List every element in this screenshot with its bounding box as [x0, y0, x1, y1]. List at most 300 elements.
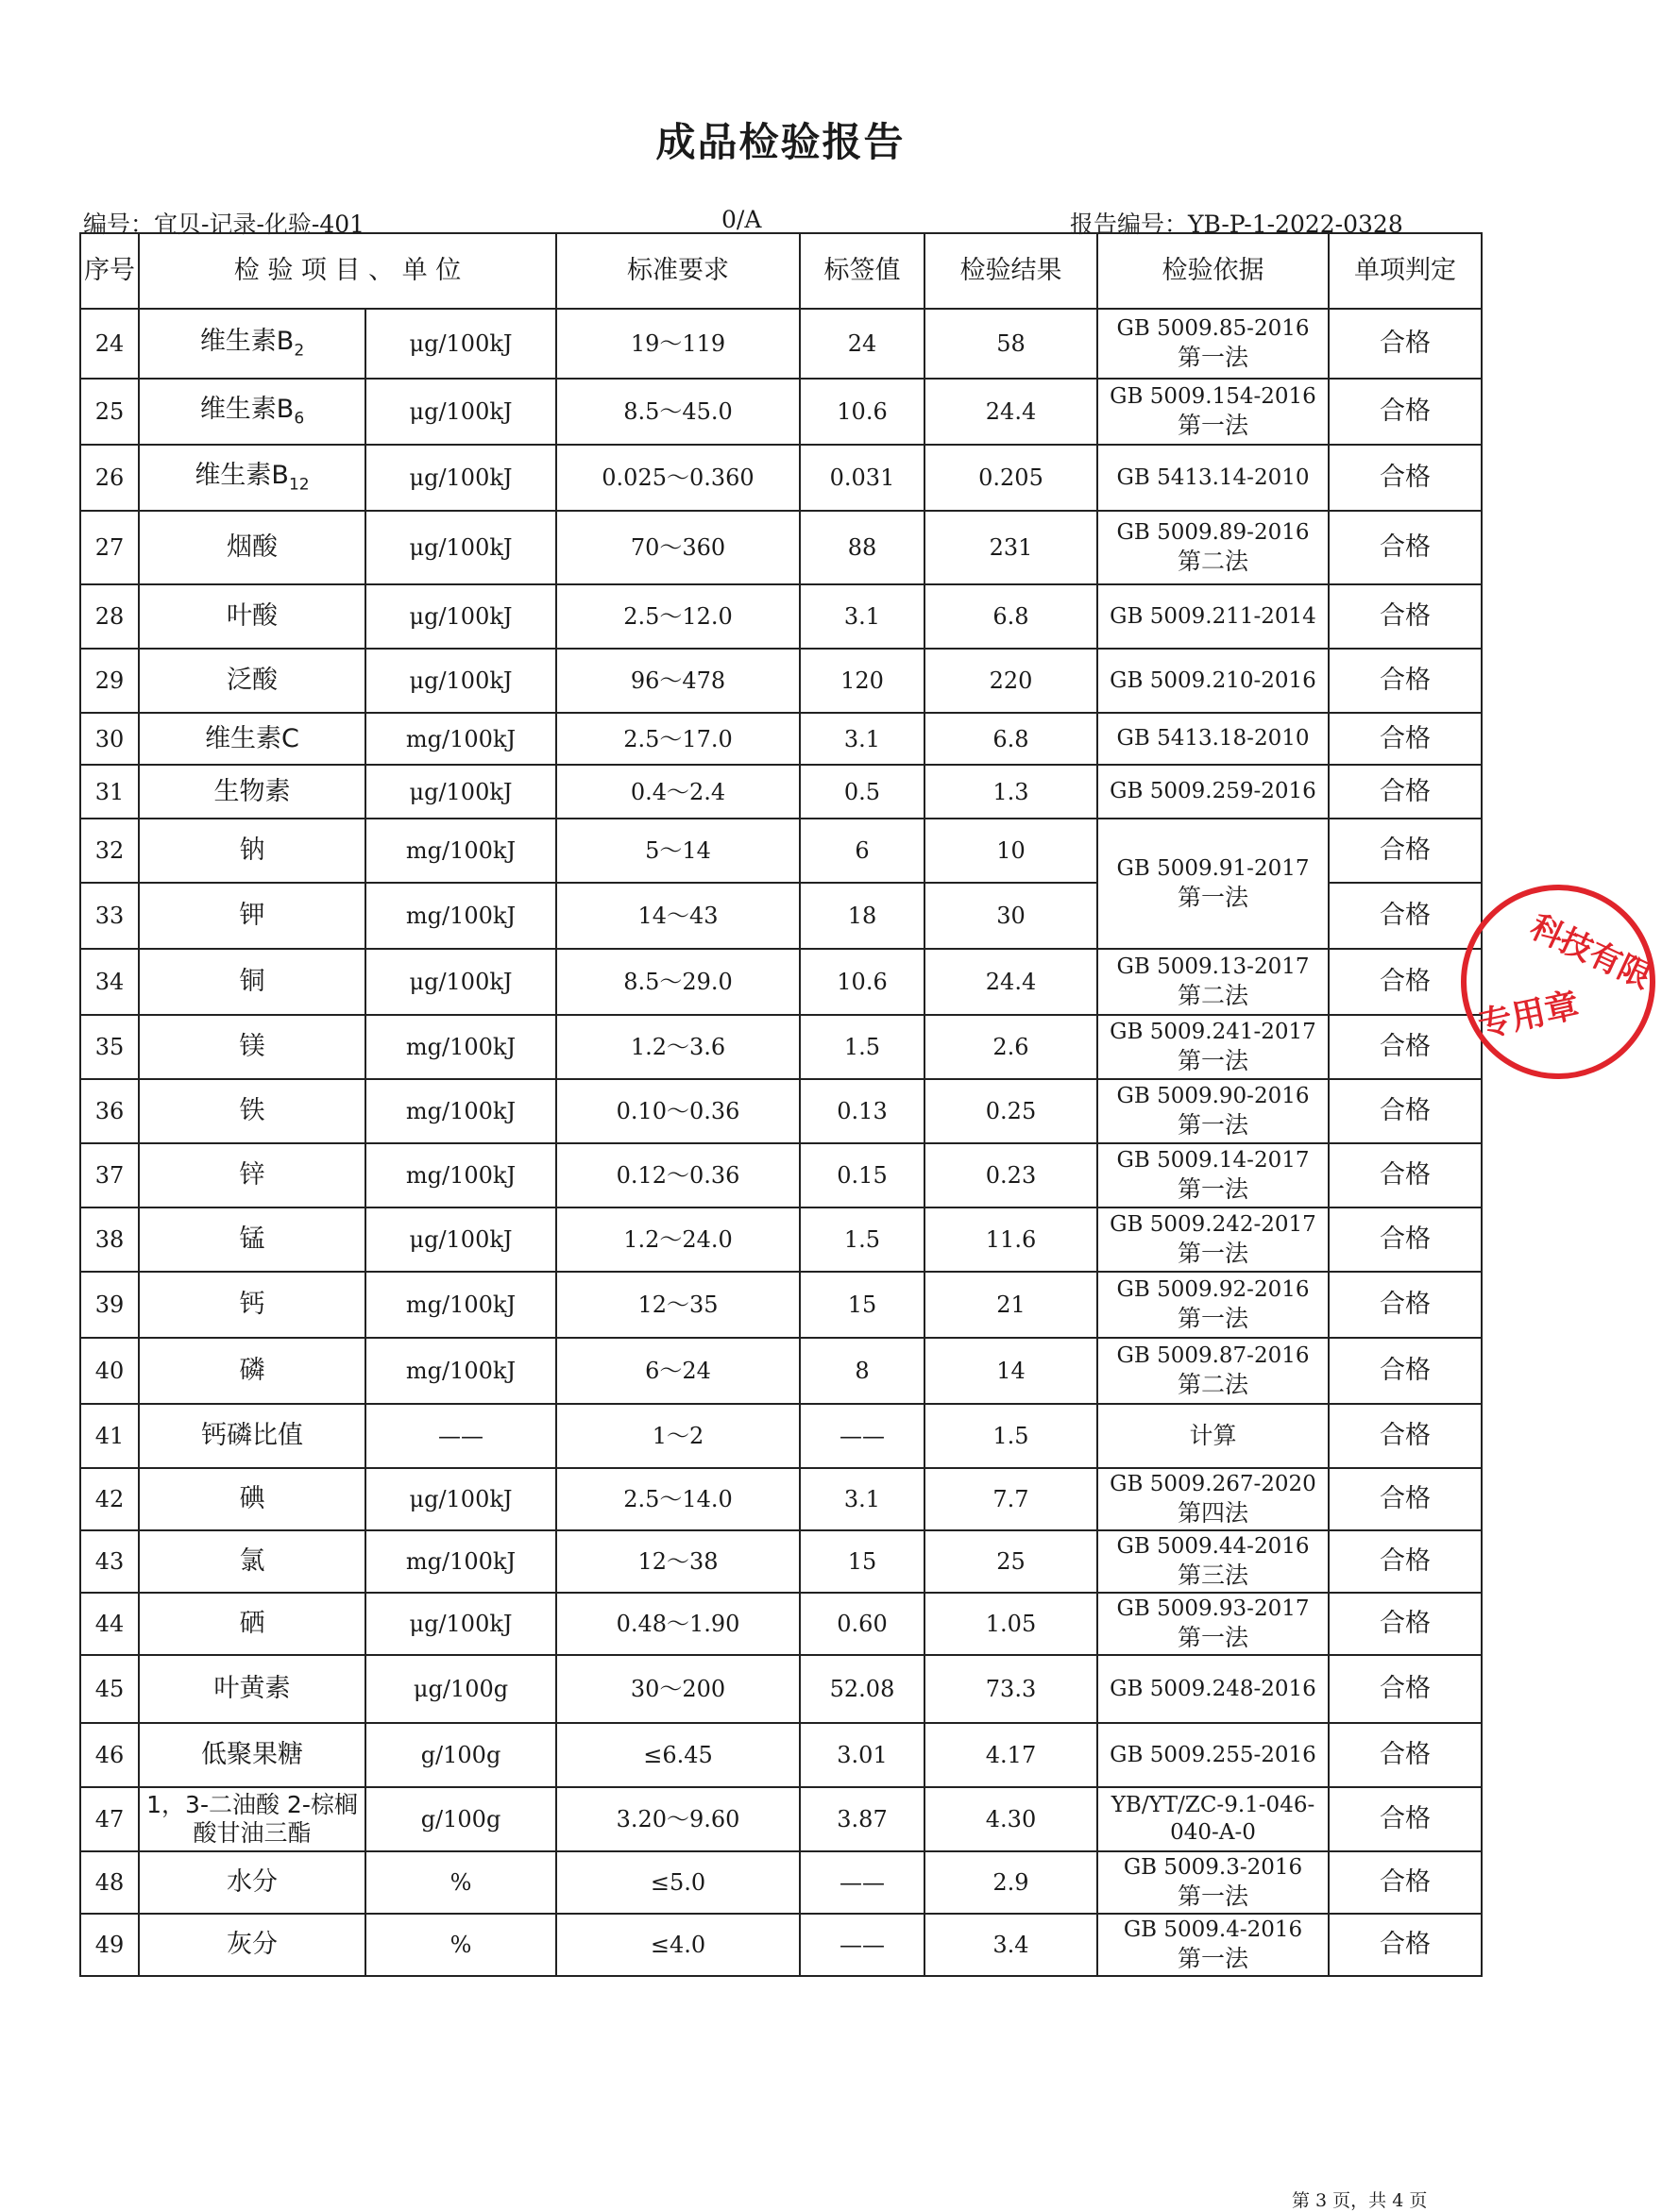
unit-cell: —— [365, 1404, 556, 1468]
judgement-cell: 合格 [1329, 1468, 1482, 1530]
judgement-cell: 合格 [1329, 1914, 1482, 1976]
table-row [80, 1338, 1482, 1404]
label-value-cell: 52.08 [800, 1655, 924, 1723]
method-cell [1097, 1593, 1329, 1655]
seq-cell: 38 [80, 1207, 139, 1272]
item-name-cell [139, 1015, 365, 1079]
table-header-row [80, 233, 1482, 309]
method-cell [1097, 445, 1329, 511]
seq-cell: 34 [80, 949, 139, 1015]
method-variant: 第一法 [1177, 1944, 1248, 1972]
item-name: 维生素B [199, 395, 295, 425]
unit-cell: g/100g [365, 1723, 556, 1787]
label-value-cell: 6 [800, 819, 924, 883]
seq-cell: 28 [80, 584, 139, 649]
item-name: 磷 [239, 1356, 265, 1386]
unit-cell: mg/100kJ [365, 1143, 556, 1207]
item-name: 铜 [239, 967, 265, 997]
result-cell: 4.30 [924, 1787, 1097, 1851]
unit-cell: μg/100kJ [365, 584, 556, 649]
item-name-cell [139, 1851, 365, 1914]
judgement-cell: 合格 [1329, 1593, 1482, 1655]
judgement-cell: 合格 [1329, 1404, 1482, 1468]
standard-cell: 30～200 [556, 1655, 800, 1723]
method-cell [1097, 649, 1329, 713]
standard-cell: ≤6.45 [556, 1723, 800, 1787]
item-name-cell [139, 1787, 365, 1851]
method-variant: 第一法 [1177, 1174, 1248, 1203]
unit-cell: μg/100kJ [365, 1593, 556, 1655]
method-cell [1097, 1404, 1329, 1468]
unit-cell: μg/100kJ [365, 1207, 556, 1272]
seq-cell: 31 [80, 765, 139, 819]
table-row [80, 309, 1482, 379]
item-name-cell [139, 649, 365, 713]
header-item-unit: 检 验 项 目 、 单 位 [139, 233, 556, 309]
seq-cell: 26 [80, 445, 139, 511]
seq-cell: 25 [80, 379, 139, 445]
label-value-cell: 3.87 [800, 1787, 924, 1851]
header-result: 检验结果 [924, 233, 1097, 309]
standard-cell: 8.5～29.0 [556, 949, 800, 1015]
standard-cell: 12～35 [556, 1272, 800, 1338]
item-name-cell [139, 309, 365, 379]
item-name: 锰 [239, 1224, 265, 1255]
method-cell [1097, 1272, 1329, 1338]
standard-cell: 0.4～2.4 [556, 765, 800, 819]
method-variant: 第一法 [1177, 411, 1248, 439]
result-cell: 231 [924, 511, 1097, 584]
item-name-cell [139, 1207, 365, 1272]
label-value-cell: 88 [800, 511, 924, 584]
table-row [80, 819, 1482, 883]
unit-cell: μg/100kJ [365, 649, 556, 713]
label-value-cell: 8 [800, 1338, 924, 1404]
seq-cell: 24 [80, 309, 139, 379]
method-cell [1097, 1851, 1329, 1914]
method-standard: GB 5009.3-2016 [1123, 1855, 1303, 1880]
unit-cell: mg/100kJ [365, 1530, 556, 1593]
unit-cell: mg/100kJ [365, 713, 556, 765]
label-value-cell: —— [800, 1404, 924, 1468]
method-cell [1097, 309, 1329, 379]
table-row [80, 713, 1482, 765]
method-standard: GB 5009.154-2016 [1110, 384, 1316, 409]
judgement-cell: 合格 [1329, 1272, 1482, 1338]
item-name: 维生素B [195, 461, 289, 491]
seq-cell: 43 [80, 1530, 139, 1593]
method-variant: 第一法 [1177, 343, 1248, 371]
label-value-cell: 18 [800, 883, 924, 949]
standard-cell: 14～43 [556, 883, 800, 949]
method-variant: 第一法 [1177, 883, 1248, 911]
table-row [80, 649, 1482, 713]
standard-cell: 1.2～24.0 [556, 1207, 800, 1272]
method-cell [1097, 1207, 1329, 1272]
item-name: 灰分 [227, 1930, 278, 1960]
table-row [80, 445, 1482, 511]
method-standard: GB 5009.241-2017 [1110, 1020, 1316, 1044]
method-variant: 第一法 [1177, 1623, 1248, 1651]
label-value-cell: —— [800, 1851, 924, 1914]
unit-cell: μg/100kJ [365, 765, 556, 819]
item-name: 烟酸 [227, 532, 278, 563]
standard-cell: 8.5～45.0 [556, 379, 800, 445]
seq-cell: 40 [80, 1338, 139, 1404]
item-name-cell [139, 584, 365, 649]
item-name: 1，3-二油酸 2-棕榈酸甘油三酯 [146, 1791, 358, 1847]
unit-cell: % [365, 1914, 556, 1976]
result-cell: 0.23 [924, 1143, 1097, 1207]
method-cell [1097, 713, 1329, 765]
item-name: 镁 [239, 1032, 265, 1062]
item-name-cell [139, 511, 365, 584]
method-standard: GB 5009.93-2017 [1116, 1596, 1310, 1621]
standard-cell: 96～478 [556, 649, 800, 713]
seq-cell: 47 [80, 1787, 139, 1851]
seq-cell: 44 [80, 1593, 139, 1655]
item-name-cell [139, 1914, 365, 1976]
item-name: 维生素C [205, 723, 299, 753]
method-cell [1097, 1914, 1329, 1976]
label-value-cell: 120 [800, 649, 924, 713]
unit-cell: μg/100kJ [365, 1468, 556, 1530]
item-name-cell [139, 819, 365, 883]
item-name: 生物素 [213, 776, 291, 806]
result-cell: 10 [924, 819, 1097, 883]
unit-cell: μg/100kJ [365, 309, 556, 379]
method-cell [1097, 1338, 1329, 1404]
standard-cell: 2.5～14.0 [556, 1468, 800, 1530]
company-seal [1454, 878, 1662, 1086]
table-row [80, 1143, 1482, 1207]
method-standard: GB 5413.18-2010 [1116, 726, 1310, 751]
table-row [80, 584, 1482, 649]
method-cell [1097, 1143, 1329, 1207]
unit-cell: mg/100kJ [365, 883, 556, 949]
method-variant: 第一法 [1177, 1882, 1248, 1910]
inspection-table [79, 232, 1483, 1977]
unit-cell: μg/100kJ [365, 949, 556, 1015]
method-cell [1097, 1530, 1329, 1593]
method-standard: GB 5009.210-2016 [1110, 667, 1316, 693]
result-cell: 58 [924, 309, 1097, 379]
method-variant: 第四法 [1177, 1498, 1248, 1527]
judgement-cell: 合格 [1329, 1143, 1482, 1207]
label-value-cell: 0.13 [800, 1079, 924, 1143]
method-cell [1097, 1468, 1329, 1530]
result-cell: 14 [924, 1338, 1097, 1404]
item-subscript: 6 [294, 409, 305, 429]
method-standard: GB 5009.92-2016 [1116, 1277, 1310, 1302]
label-value-cell: 0.031 [800, 445, 924, 511]
judgement-cell: 合格 [1329, 309, 1482, 379]
result-cell: 4.17 [924, 1723, 1097, 1787]
item-subscript: 12 [288, 475, 310, 495]
item-name: 泛酸 [227, 666, 278, 696]
result-cell: 30 [924, 883, 1097, 949]
page-footer: 第 3 页，共 4 页 [1292, 2190, 1428, 2211]
table-row [80, 1015, 1482, 1079]
label-value-cell: 3.01 [800, 1723, 924, 1787]
seq-cell: 46 [80, 1723, 139, 1787]
unit-cell: μg/100g [365, 1655, 556, 1723]
version-label: 0/A [721, 206, 762, 233]
item-name-cell [139, 1593, 365, 1655]
standard-cell: 70～360 [556, 511, 800, 584]
method-standard: GB 5413.14-2010 [1116, 464, 1310, 490]
standard-cell: 2.5～17.0 [556, 713, 800, 765]
item-name: 钙 [239, 1290, 265, 1320]
label-value-cell: 24 [800, 309, 924, 379]
result-cell: 25 [924, 1530, 1097, 1593]
standard-cell: 0.025～0.360 [556, 445, 800, 511]
unit-cell: mg/100kJ [365, 1338, 556, 1404]
result-cell: 11.6 [924, 1207, 1097, 1272]
item-name-cell [139, 1655, 365, 1723]
method-variant: 第一法 [1177, 1304, 1248, 1332]
table-row [80, 379, 1482, 445]
item-name-cell [139, 1530, 365, 1593]
standard-cell: 6～24 [556, 1338, 800, 1404]
method-standard: GB 5009.89-2016 [1116, 520, 1310, 545]
method-variant: 第一法 [1177, 1239, 1248, 1267]
result-cell: 1.3 [924, 765, 1097, 819]
result-cell: 1.5 [924, 1404, 1097, 1468]
unit-cell: mg/100kJ [365, 1015, 556, 1079]
unit-cell: μg/100kJ [365, 511, 556, 584]
method-variant: 第二法 [1177, 1370, 1248, 1398]
seq-cell: 39 [80, 1272, 139, 1338]
item-name: 硒 [239, 1609, 265, 1639]
report-number: 报告编号：YB-P-1-2022-0328 [1070, 211, 1403, 238]
seq-cell: 36 [80, 1079, 139, 1143]
item-name: 氯 [239, 1546, 265, 1577]
item-name-cell [139, 949, 365, 1015]
method-standard: YB/YT/ZC-9.1-046-040-A-0 [1111, 1793, 1315, 1845]
judgement-cell: 合格 [1329, 649, 1482, 713]
header-judgement: 单项判定 [1329, 233, 1482, 309]
method-standard: GB 5009.13-2017 [1116, 954, 1310, 979]
method-variant: 第一法 [1177, 1046, 1248, 1074]
item-name: 铁 [239, 1096, 265, 1126]
judgement-cell: 合格 [1329, 1787, 1482, 1851]
standard-cell: ≤4.0 [556, 1914, 800, 1976]
table-row [80, 1593, 1482, 1655]
judgement-cell: 合格 [1329, 511, 1482, 584]
method-standard: GB 5009.90-2016 [1116, 1084, 1310, 1108]
judgement-cell: 合格 [1329, 949, 1482, 1015]
unit-cell: mg/100kJ [365, 1079, 556, 1143]
judgement-cell: 合格 [1329, 445, 1482, 511]
method-standard: GB 5009.85-2016 [1116, 316, 1310, 341]
method-standard: GB 5009.255-2016 [1110, 1742, 1316, 1767]
table-row [80, 511, 1482, 584]
seq-cell: 29 [80, 649, 139, 713]
result-cell: 24.4 [924, 379, 1097, 445]
result-cell: 6.8 [924, 713, 1097, 765]
table-row [80, 1914, 1482, 1976]
unit-cell: mg/100kJ [365, 1272, 556, 1338]
method-variant: 第二法 [1177, 547, 1248, 575]
method-standard: GB 5009.242-2017 [1110, 1212, 1316, 1237]
result-cell: 3.4 [924, 1914, 1097, 1976]
method-variant: 第一法 [1177, 1110, 1248, 1139]
item-name: 叶黄素 [213, 1674, 291, 1704]
table-row [80, 1655, 1482, 1723]
judgement-cell: 合格 [1329, 1723, 1482, 1787]
method-variant: 第二法 [1177, 981, 1248, 1009]
judgement-cell: 合格 [1329, 1851, 1482, 1914]
seq-cell: 49 [80, 1914, 139, 1976]
standard-cell: 0.12～0.36 [556, 1143, 800, 1207]
header-label: 标签值 [800, 233, 924, 309]
method-standard: GB 5009.248-2016 [1110, 1676, 1316, 1701]
standard-cell: 5～14 [556, 819, 800, 883]
result-cell: 73.3 [924, 1655, 1097, 1723]
method-cell [1097, 1787, 1329, 1851]
method-standard: GB 5009.267-2020 [1110, 1472, 1316, 1496]
standard-cell: ≤5.0 [556, 1851, 800, 1914]
method-cell [1097, 511, 1329, 584]
item-name: 维生素B [199, 327, 295, 357]
standard-cell: 3.20～9.60 [556, 1787, 800, 1851]
item-name-cell [139, 379, 365, 445]
method-standard: GB 5009.211-2014 [1110, 603, 1316, 629]
header-seq: 序号 [80, 233, 139, 309]
item-subscript: 2 [294, 341, 305, 361]
label-value-cell: 3.1 [800, 584, 924, 649]
standard-cell: 1～2 [556, 1404, 800, 1468]
method-cell [1097, 1655, 1329, 1723]
standard-cell: 19～119 [556, 309, 800, 379]
judgement-cell: 合格 [1329, 1015, 1482, 1079]
label-value-cell: 10.6 [800, 949, 924, 1015]
label-value-cell: 1.5 [800, 1207, 924, 1272]
unit-cell: g/100g [365, 1787, 556, 1851]
table-row [80, 1530, 1482, 1593]
item-name: 碘 [239, 1484, 265, 1514]
seq-cell: 30 [80, 713, 139, 765]
item-name-cell [139, 445, 365, 511]
result-cell: 6.8 [924, 584, 1097, 649]
table-row [80, 949, 1482, 1015]
table-row [80, 1272, 1482, 1338]
method-variant: 计算 [1189, 1422, 1237, 1450]
table-row [80, 1079, 1482, 1143]
judgement-cell: 合格 [1329, 883, 1482, 949]
item-name-cell [139, 713, 365, 765]
result-cell: 2.9 [924, 1851, 1097, 1914]
judgement-cell: 合格 [1329, 713, 1482, 765]
item-name-cell [139, 1079, 365, 1143]
table-row [80, 1851, 1482, 1914]
label-value-cell: 0.5 [800, 765, 924, 819]
label-value-cell: 1.5 [800, 1015, 924, 1079]
item-name: 钙磷比值 [201, 1421, 303, 1451]
unit-cell: % [365, 1851, 556, 1914]
label-value-cell: —— [800, 1914, 924, 1976]
table-row [80, 1468, 1482, 1530]
item-name-cell [139, 1468, 365, 1530]
label-value-cell: 15 [800, 1530, 924, 1593]
item-name: 钠 [239, 836, 265, 866]
method-standard: GB 5009.87-2016 [1116, 1343, 1310, 1368]
standard-cell: 0.48～1.90 [556, 1593, 800, 1655]
item-name-cell [139, 883, 365, 949]
result-cell: 220 [924, 649, 1097, 713]
method-standard: GB 5009.91-2017 [1116, 856, 1310, 881]
method-variant: 第三法 [1177, 1561, 1248, 1589]
label-value-cell: 10.6 [800, 379, 924, 445]
method-standard: GB 5009.14-2017 [1116, 1148, 1310, 1173]
result-cell: 0.25 [924, 1079, 1097, 1143]
method-cell [1097, 584, 1329, 649]
seq-cell: 37 [80, 1143, 139, 1207]
table-row [80, 1404, 1482, 1468]
method-cell [1097, 949, 1329, 1015]
header-basis: 检验依据 [1097, 233, 1329, 309]
result-cell: 0.205 [924, 445, 1097, 511]
item-name: 水分 [227, 1867, 278, 1898]
table-row [80, 1207, 1482, 1272]
standard-cell: 2.5～12.0 [556, 584, 800, 649]
item-name-cell [139, 1272, 365, 1338]
seq-cell: 27 [80, 511, 139, 584]
method-cell [1097, 819, 1329, 949]
item-name-cell [139, 1338, 365, 1404]
table-row [80, 1787, 1482, 1851]
method-cell [1097, 765, 1329, 819]
header-standard: 标准要求 [556, 233, 800, 309]
judgement-cell: 合格 [1329, 379, 1482, 445]
judgement-cell: 合格 [1329, 1207, 1482, 1272]
item-name: 叶酸 [227, 601, 278, 632]
judgement-cell: 合格 [1329, 1530, 1482, 1593]
method-cell [1097, 1723, 1329, 1787]
judgement-cell: 合格 [1329, 819, 1482, 883]
label-value-cell: 3.1 [800, 1468, 924, 1530]
method-cell [1097, 1015, 1329, 1079]
table-row [80, 765, 1482, 819]
method-cell [1097, 1079, 1329, 1143]
method-cell [1097, 379, 1329, 445]
method-standard: GB 5009.44-2016 [1116, 1534, 1310, 1559]
standard-cell: 1.2～3.6 [556, 1015, 800, 1079]
item-name-cell [139, 1404, 365, 1468]
item-name-cell [139, 1143, 365, 1207]
result-cell: 1.05 [924, 1593, 1097, 1655]
seq-cell: 33 [80, 883, 139, 949]
document-title: 成品检验报告 [655, 119, 906, 165]
item-name: 钾 [239, 901, 265, 931]
seq-cell: 32 [80, 819, 139, 883]
judgement-cell: 合格 [1329, 1338, 1482, 1404]
result-cell: 24.4 [924, 949, 1097, 1015]
item-name: 锌 [239, 1160, 265, 1190]
result-cell: 2.6 [924, 1015, 1097, 1079]
label-value-cell: 0.15 [800, 1143, 924, 1207]
judgement-cell: 合格 [1329, 765, 1482, 819]
label-value-cell: 0.60 [800, 1593, 924, 1655]
seq-cell: 42 [80, 1468, 139, 1530]
seq-cell: 35 [80, 1015, 139, 1079]
judgement-cell: 合格 [1329, 584, 1482, 649]
item-name: 低聚果糖 [201, 1740, 303, 1770]
record-number: 编号：宜贝-记录-化验-401 [83, 211, 365, 238]
standard-cell: 0.10～0.36 [556, 1079, 800, 1143]
table-row [80, 1723, 1482, 1787]
